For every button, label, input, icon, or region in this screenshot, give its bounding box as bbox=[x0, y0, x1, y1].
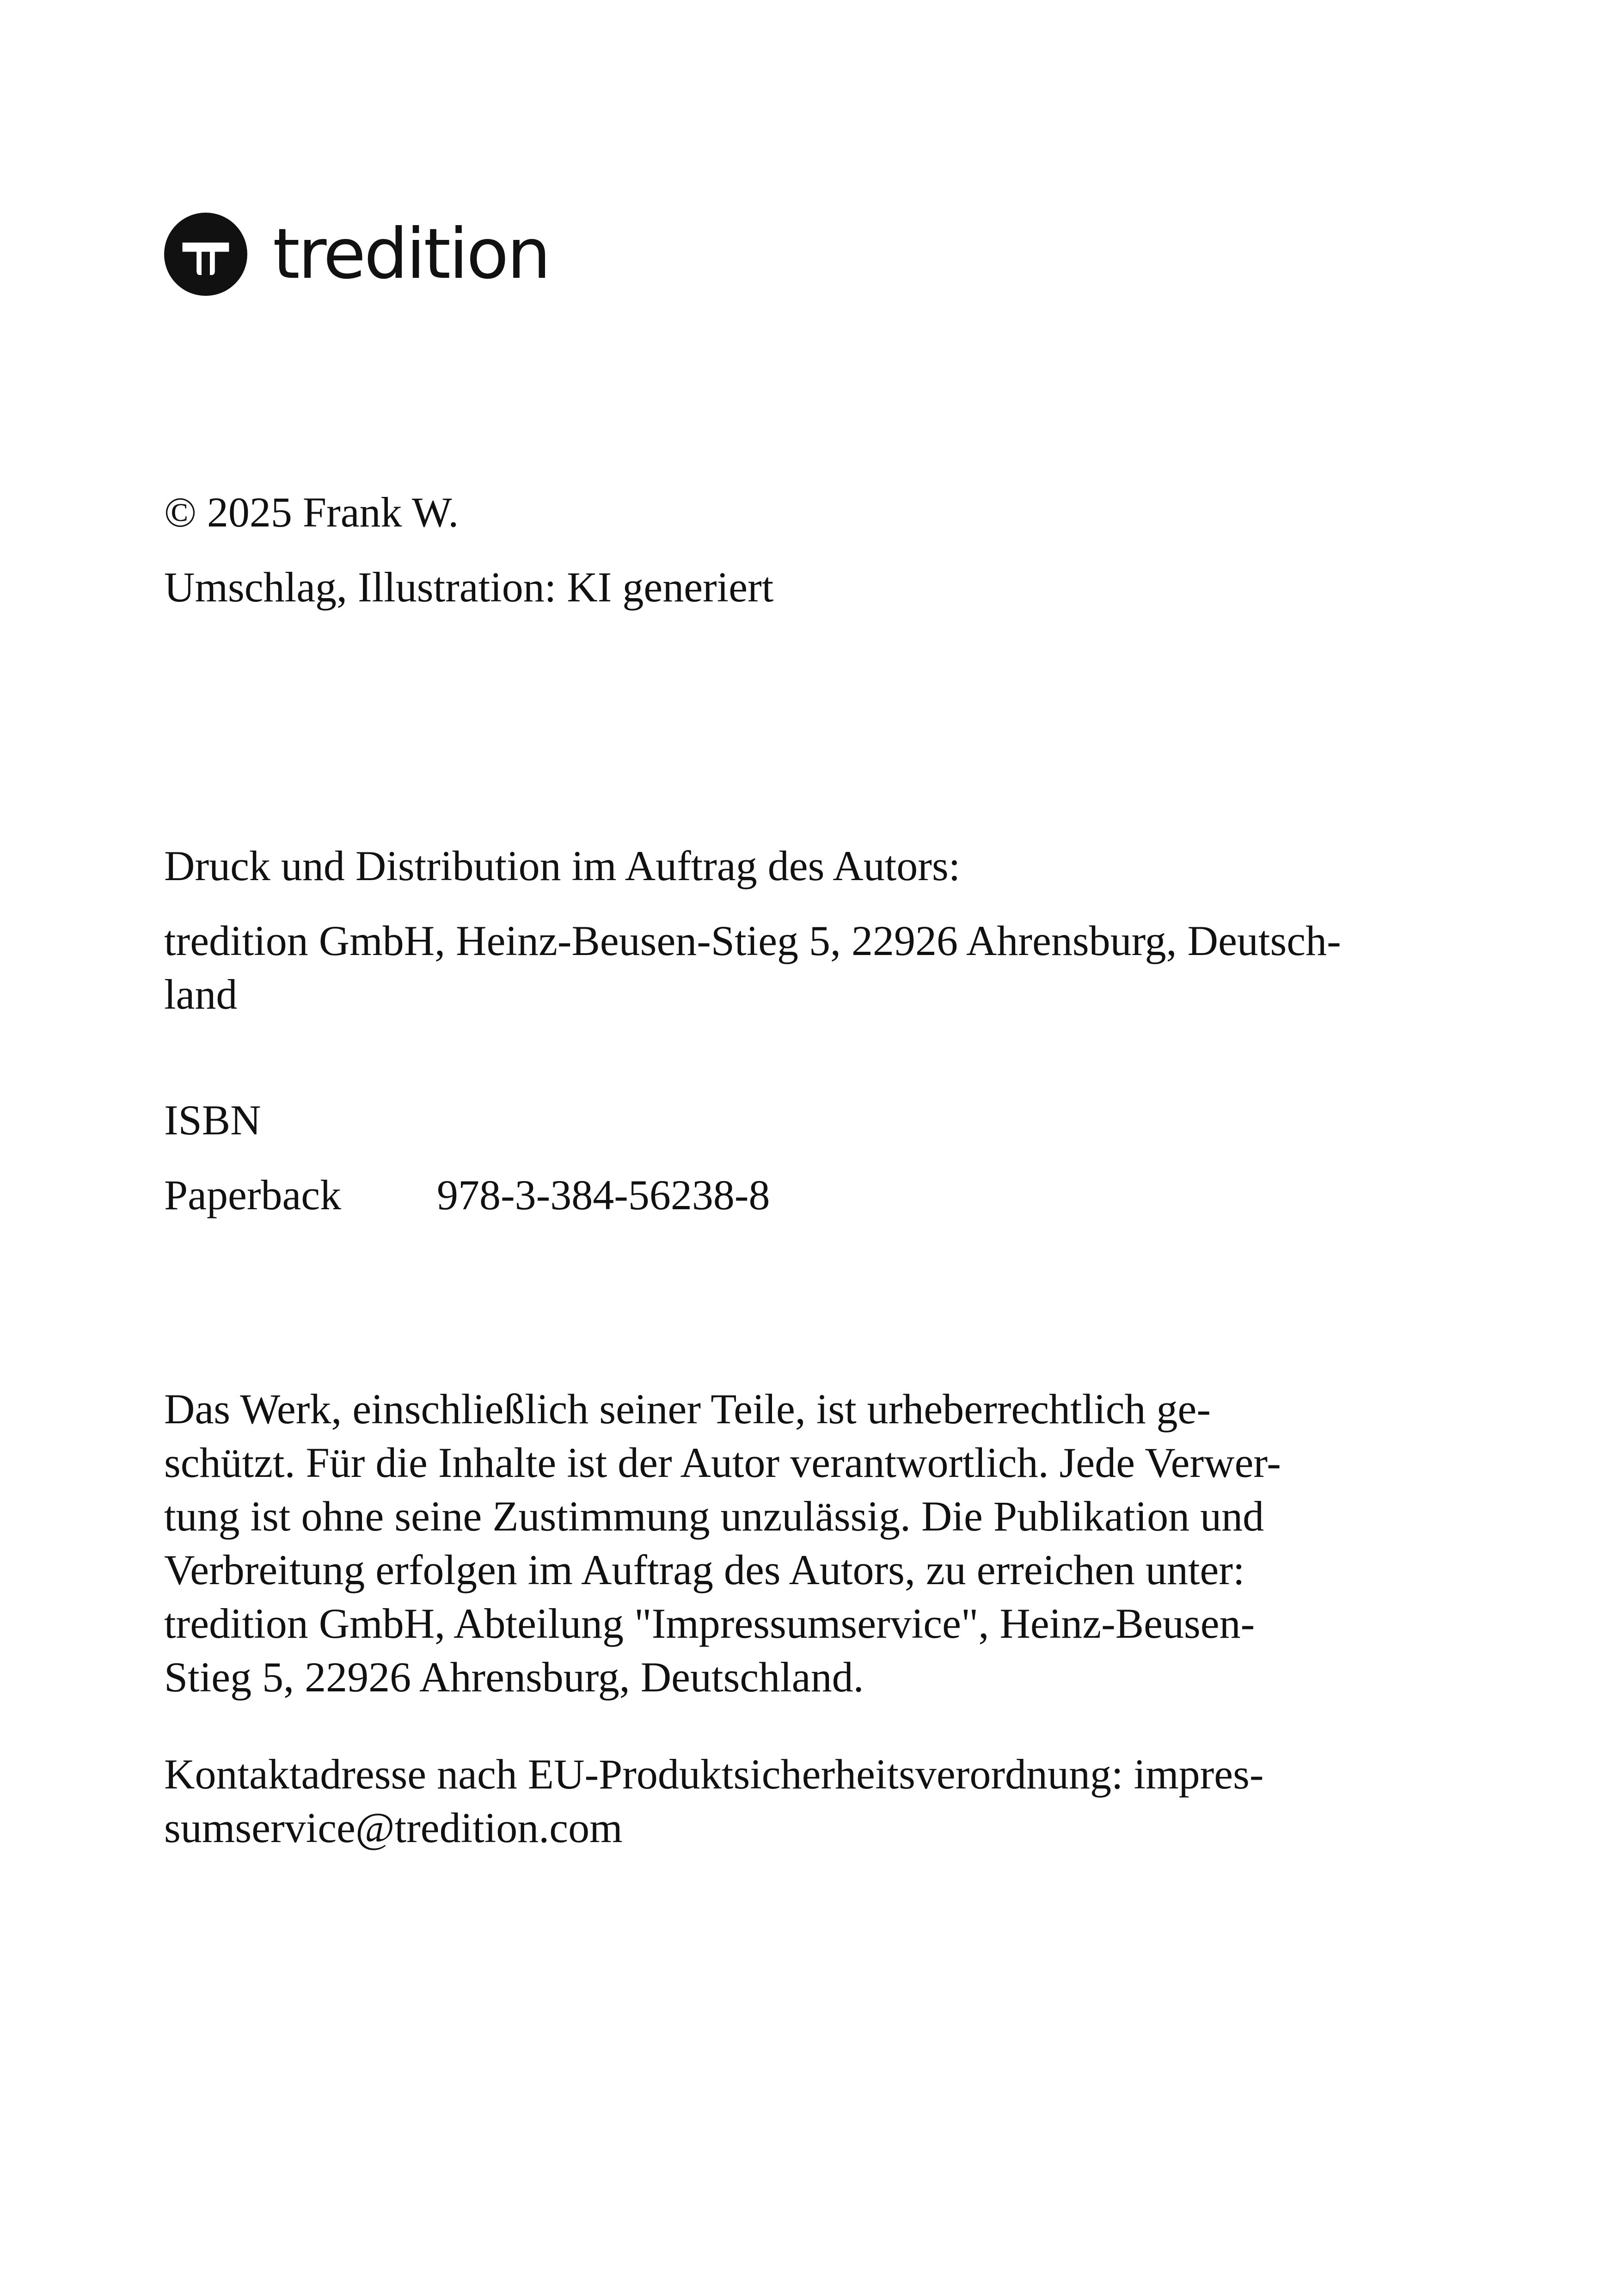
legal-notice bbox=[164, 1382, 1459, 1704]
legal-line: schützt. Für die Inhalte ist der Autor verantwortlich. Jede Verwer- bbox=[164, 1439, 1281, 1486]
distribution-address-line: tredition GmbH, Heinz-Beusen-Stieg 5, 22926 Ahrensburg, Deutsch- bbox=[164, 917, 1341, 964]
contact-line: Kontaktadresse nach EU-Produktsicherheitsverordnung: impres- bbox=[164, 1751, 1264, 1798]
credits bbox=[164, 485, 1459, 614]
legal-line: tung ist ohne seine Zustimmung unzulässig. Die Publikation und bbox=[164, 1493, 1264, 1540]
legal-line: Das Werk, einschließlich seiner Teile, ist urheberrechtlich ge- bbox=[164, 1385, 1211, 1433]
contact-line: sumservice@tredition.com bbox=[164, 1804, 623, 1851]
publisher-logo bbox=[164, 213, 549, 296]
isbn-row bbox=[164, 1168, 1459, 1222]
distribution-heading: Druck und Distribution im Auftrag des Autors: bbox=[164, 842, 961, 889]
isbn-info bbox=[164, 1093, 1459, 1222]
isbn-format: Paperback bbox=[164, 1171, 342, 1218]
distribution-address-line: land bbox=[164, 971, 238, 1018]
cover-credit: Umschlag, Illustration: KI generiert bbox=[164, 563, 774, 611]
legal-line: tredition GmbH, Abteilung "Impressumservice", Heinz-Beusen- bbox=[164, 1600, 1255, 1647]
tredition-logo-icon bbox=[164, 213, 247, 296]
copyright-line: © 2025 Frank W. bbox=[164, 489, 459, 536]
legal-line: Verbreitung erfolgen im Auftrag des Autors, zu erreichen unter: bbox=[164, 1546, 1245, 1593]
legal-line: Stieg 5, 22926 Ahrensburg, Deutschland. bbox=[164, 1653, 864, 1701]
isbn-heading: ISBN bbox=[164, 1096, 261, 1144]
isbn-number: 978-3-384-56238-8 bbox=[437, 1171, 770, 1218]
publisher-name: tredition bbox=[273, 214, 549, 294]
contact-notice bbox=[164, 1747, 1459, 1855]
distribution-info bbox=[164, 839, 1459, 1021]
